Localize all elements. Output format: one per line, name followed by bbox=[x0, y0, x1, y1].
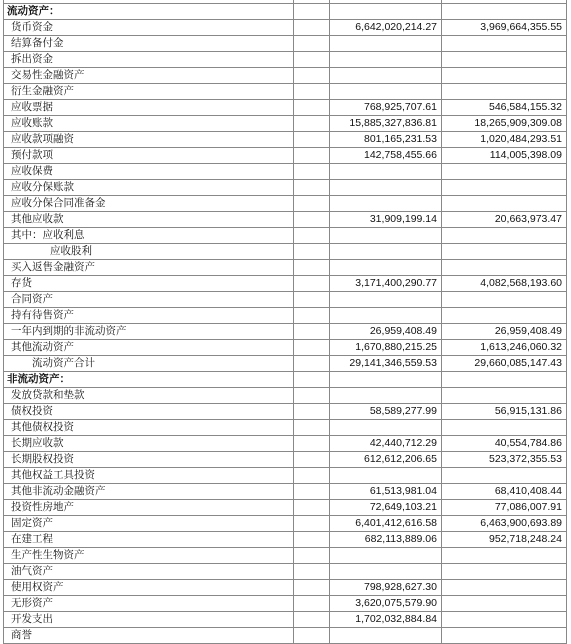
table-row bbox=[4, 212, 567, 228]
prior-period-value bbox=[442, 596, 567, 612]
period-end-value: 801,165,231.53 bbox=[330, 132, 442, 148]
row-label: 其中：应收利息 bbox=[4, 228, 294, 244]
row-label: 债权投资 bbox=[4, 404, 294, 420]
period-end-value: 42,440,712.29 bbox=[330, 436, 442, 452]
period-end-value bbox=[330, 564, 442, 580]
period-end-value: 26,959,408.49 bbox=[330, 324, 442, 340]
prior-period-value: 523,372,355.53 bbox=[442, 452, 567, 468]
row-label: 应收账款 bbox=[4, 116, 294, 132]
table-row bbox=[4, 52, 567, 68]
note-cell bbox=[294, 244, 330, 260]
prior-period-value: 77,086,007.91 bbox=[442, 500, 567, 516]
note-cell bbox=[294, 484, 330, 500]
period-end-value bbox=[330, 36, 442, 52]
note-cell bbox=[294, 116, 330, 132]
prior-period-value: 114,005,398.09 bbox=[442, 148, 567, 164]
table-row bbox=[4, 228, 567, 244]
note-cell bbox=[294, 564, 330, 580]
table-row bbox=[4, 500, 567, 516]
row-label: 其他应收款 bbox=[4, 212, 294, 228]
row-label: 衍生金融资产 bbox=[4, 84, 294, 100]
prior-period-value bbox=[442, 260, 567, 276]
prior-period-value bbox=[442, 180, 567, 196]
table-row bbox=[4, 420, 567, 436]
prior-period-value bbox=[442, 68, 567, 84]
note-cell bbox=[294, 292, 330, 308]
table-row bbox=[4, 532, 567, 548]
prior-period-value bbox=[442, 228, 567, 244]
row-label: 其他权益工具投资 bbox=[4, 468, 294, 484]
table-row bbox=[4, 244, 567, 260]
table-row bbox=[4, 180, 567, 196]
prior-period-value: 56,915,131.86 bbox=[442, 404, 567, 420]
note-cell bbox=[294, 500, 330, 516]
note-cell bbox=[294, 340, 330, 356]
table-row bbox=[4, 132, 567, 148]
prior-period-value bbox=[442, 388, 567, 404]
note-cell bbox=[294, 260, 330, 276]
row-label: 固定资产 bbox=[4, 516, 294, 532]
note-cell bbox=[294, 516, 330, 532]
period-end-value bbox=[330, 308, 442, 324]
note-cell bbox=[294, 4, 330, 20]
prior-period-value: 18,265,909,309.08 bbox=[442, 116, 567, 132]
table-row bbox=[4, 612, 567, 628]
table-row bbox=[4, 100, 567, 116]
prior-period-value bbox=[442, 628, 567, 644]
prior-period-value bbox=[442, 308, 567, 324]
period-end-value: 58,589,277.99 bbox=[330, 404, 442, 420]
table-row bbox=[4, 580, 567, 596]
period-end-value bbox=[330, 628, 442, 644]
note-cell bbox=[294, 196, 330, 212]
note-cell bbox=[294, 628, 330, 644]
prior-period-value bbox=[442, 84, 567, 100]
note-cell bbox=[294, 452, 330, 468]
row-label: 长期应收款 bbox=[4, 436, 294, 452]
note-cell bbox=[294, 308, 330, 324]
period-end-value: 31,909,199.14 bbox=[330, 212, 442, 228]
period-end-value: 6,401,412,616.58 bbox=[330, 516, 442, 532]
period-end-value bbox=[330, 196, 442, 212]
prior-period-value: 1,020,484,293.51 bbox=[442, 132, 567, 148]
table-row bbox=[4, 564, 567, 580]
table-row bbox=[4, 436, 567, 452]
row-label: 无形资产 bbox=[4, 596, 294, 612]
row-label: 流动资产： bbox=[4, 4, 294, 20]
period-end-value bbox=[330, 164, 442, 180]
period-end-value: 3,171,400,290.77 bbox=[330, 276, 442, 292]
note-cell bbox=[294, 228, 330, 244]
table-row bbox=[4, 452, 567, 468]
period-end-value bbox=[330, 420, 442, 436]
prior-period-value bbox=[442, 52, 567, 68]
note-cell bbox=[294, 388, 330, 404]
note-cell bbox=[294, 324, 330, 340]
table-row bbox=[4, 68, 567, 84]
row-label: 货币资金 bbox=[4, 20, 294, 36]
table-row bbox=[4, 628, 567, 644]
note-cell bbox=[294, 212, 330, 228]
table-row bbox=[4, 468, 567, 484]
table-row bbox=[4, 484, 567, 500]
table-row bbox=[4, 164, 567, 180]
row-label: 油气资产 bbox=[4, 564, 294, 580]
note-cell bbox=[294, 612, 330, 628]
prior-period-value bbox=[442, 420, 567, 436]
prior-period-value: 20,663,973.47 bbox=[442, 212, 567, 228]
row-label: 预付款项 bbox=[4, 148, 294, 164]
note-cell bbox=[294, 372, 330, 388]
prior-period-value: 4,082,568,193.60 bbox=[442, 276, 567, 292]
prior-period-value bbox=[442, 292, 567, 308]
row-label: 应收保费 bbox=[4, 164, 294, 180]
period-end-value bbox=[330, 260, 442, 276]
note-cell bbox=[294, 532, 330, 548]
row-label: 其他债权投资 bbox=[4, 420, 294, 436]
row-label: 生产性生物资产 bbox=[4, 548, 294, 564]
row-label: 存货 bbox=[4, 276, 294, 292]
prior-period-value: 40,554,784.86 bbox=[442, 436, 567, 452]
note-cell bbox=[294, 468, 330, 484]
row-label: 持有待售资产 bbox=[4, 308, 294, 324]
row-label: 交易性金融资产 bbox=[4, 68, 294, 84]
prior-period-value: 952,718,248.24 bbox=[442, 532, 567, 548]
note-cell bbox=[294, 132, 330, 148]
row-label: 开发支出 bbox=[4, 612, 294, 628]
note-cell bbox=[294, 68, 330, 84]
note-cell bbox=[294, 596, 330, 612]
table-row bbox=[4, 516, 567, 532]
row-label: 使用权资产 bbox=[4, 580, 294, 596]
period-end-value: 142,758,455.66 bbox=[330, 148, 442, 164]
table-row bbox=[4, 548, 567, 564]
row-label: 投资性房地产 bbox=[4, 500, 294, 516]
row-label: 应收股利 bbox=[4, 244, 294, 260]
prior-period-value bbox=[442, 548, 567, 564]
note-cell bbox=[294, 404, 330, 420]
prior-period-value bbox=[442, 612, 567, 628]
prior-period-value bbox=[442, 4, 567, 20]
note-cell bbox=[294, 148, 330, 164]
prior-period-value: 1,613,246,060.32 bbox=[442, 340, 567, 356]
table-row bbox=[4, 116, 567, 132]
note-cell bbox=[294, 180, 330, 196]
prior-period-value bbox=[442, 564, 567, 580]
note-cell bbox=[294, 356, 330, 372]
period-end-value: 6,642,020,214.27 bbox=[330, 20, 442, 36]
note-cell bbox=[294, 20, 330, 36]
table-row bbox=[4, 20, 567, 36]
table-row bbox=[4, 292, 567, 308]
note-cell bbox=[294, 84, 330, 100]
period-end-value bbox=[330, 244, 442, 260]
prior-period-value: 29,660,085,147.43 bbox=[442, 356, 567, 372]
row-label: 长期股权投资 bbox=[4, 452, 294, 468]
period-end-value bbox=[330, 292, 442, 308]
row-label: 买入返售金融资产 bbox=[4, 260, 294, 276]
table-row bbox=[4, 372, 567, 388]
row-label: 结算备付金 bbox=[4, 36, 294, 52]
note-cell bbox=[294, 164, 330, 180]
row-label: 其他流动资产 bbox=[4, 340, 294, 356]
prior-period-value bbox=[442, 580, 567, 596]
period-end-value: 15,885,327,836.81 bbox=[330, 116, 442, 132]
row-label: 发放贷款和垫款 bbox=[4, 388, 294, 404]
table-row bbox=[4, 308, 567, 324]
period-end-value bbox=[330, 228, 442, 244]
prior-period-value bbox=[442, 196, 567, 212]
period-end-value: 1,670,880,215.25 bbox=[330, 340, 442, 356]
row-label: 商誉 bbox=[4, 628, 294, 644]
balance-sheet-table bbox=[3, 0, 567, 644]
row-label: 应收票据 bbox=[4, 100, 294, 116]
period-end-value bbox=[330, 52, 442, 68]
table-row bbox=[4, 260, 567, 276]
prior-period-value bbox=[442, 372, 567, 388]
period-end-value bbox=[330, 548, 442, 564]
prior-period-value bbox=[442, 244, 567, 260]
period-end-value: 682,113,889.06 bbox=[330, 532, 442, 548]
table-row bbox=[4, 388, 567, 404]
table-row bbox=[4, 324, 567, 340]
row-label: 拆出资金 bbox=[4, 52, 294, 68]
period-end-value: 29,141,346,559.53 bbox=[330, 356, 442, 372]
row-label: 应收款项融资 bbox=[4, 132, 294, 148]
period-end-value bbox=[330, 388, 442, 404]
prior-period-value: 6,463,900,693.89 bbox=[442, 516, 567, 532]
balance-sheet-body bbox=[4, 0, 567, 644]
period-end-value bbox=[330, 4, 442, 20]
table-row bbox=[4, 356, 567, 372]
prior-period-value: 546,584,155.32 bbox=[442, 100, 567, 116]
note-cell bbox=[294, 276, 330, 292]
period-end-value: 72,649,103.21 bbox=[330, 500, 442, 516]
table-row bbox=[4, 148, 567, 164]
row-label: 流动资产合计 bbox=[4, 356, 294, 372]
row-label: 非流动资产： bbox=[4, 372, 294, 388]
note-cell bbox=[294, 548, 330, 564]
row-label: 在建工程 bbox=[4, 532, 294, 548]
period-end-value: 612,612,206.65 bbox=[330, 452, 442, 468]
prior-period-value bbox=[442, 468, 567, 484]
table-row bbox=[4, 596, 567, 612]
prior-period-value: 68,410,408.44 bbox=[442, 484, 567, 500]
note-cell bbox=[294, 436, 330, 452]
table-row bbox=[4, 276, 567, 292]
period-end-value: 798,928,627.30 bbox=[330, 580, 442, 596]
period-end-value: 1,702,032,884.84 bbox=[330, 612, 442, 628]
note-cell bbox=[294, 580, 330, 596]
row-label: 应收分保合同准备金 bbox=[4, 196, 294, 212]
table-row bbox=[4, 4, 567, 20]
note-cell bbox=[294, 420, 330, 436]
prior-period-value: 26,959,408.49 bbox=[442, 324, 567, 340]
prior-period-value bbox=[442, 164, 567, 180]
table-row bbox=[4, 36, 567, 52]
period-end-value: 3,620,075,579.90 bbox=[330, 596, 442, 612]
note-cell bbox=[294, 52, 330, 68]
table-row bbox=[4, 84, 567, 100]
period-end-value bbox=[330, 68, 442, 84]
table-row bbox=[4, 340, 567, 356]
period-end-value: 768,925,707.61 bbox=[330, 100, 442, 116]
period-end-value bbox=[330, 468, 442, 484]
note-cell bbox=[294, 100, 330, 116]
row-label: 应收分保账款 bbox=[4, 180, 294, 196]
row-label: 合同资产 bbox=[4, 292, 294, 308]
period-end-value bbox=[330, 84, 442, 100]
row-label: 一年内到期的非流动资产 bbox=[4, 324, 294, 340]
period-end-value: 61,513,981.04 bbox=[330, 484, 442, 500]
prior-period-value bbox=[442, 36, 567, 52]
prior-period-value: 3,969,664,355.55 bbox=[442, 20, 567, 36]
period-end-value bbox=[330, 180, 442, 196]
table-row bbox=[4, 404, 567, 420]
row-label: 其他非流动金融资产 bbox=[4, 484, 294, 500]
period-end-value bbox=[330, 372, 442, 388]
table-row bbox=[4, 196, 567, 212]
note-cell bbox=[294, 36, 330, 52]
